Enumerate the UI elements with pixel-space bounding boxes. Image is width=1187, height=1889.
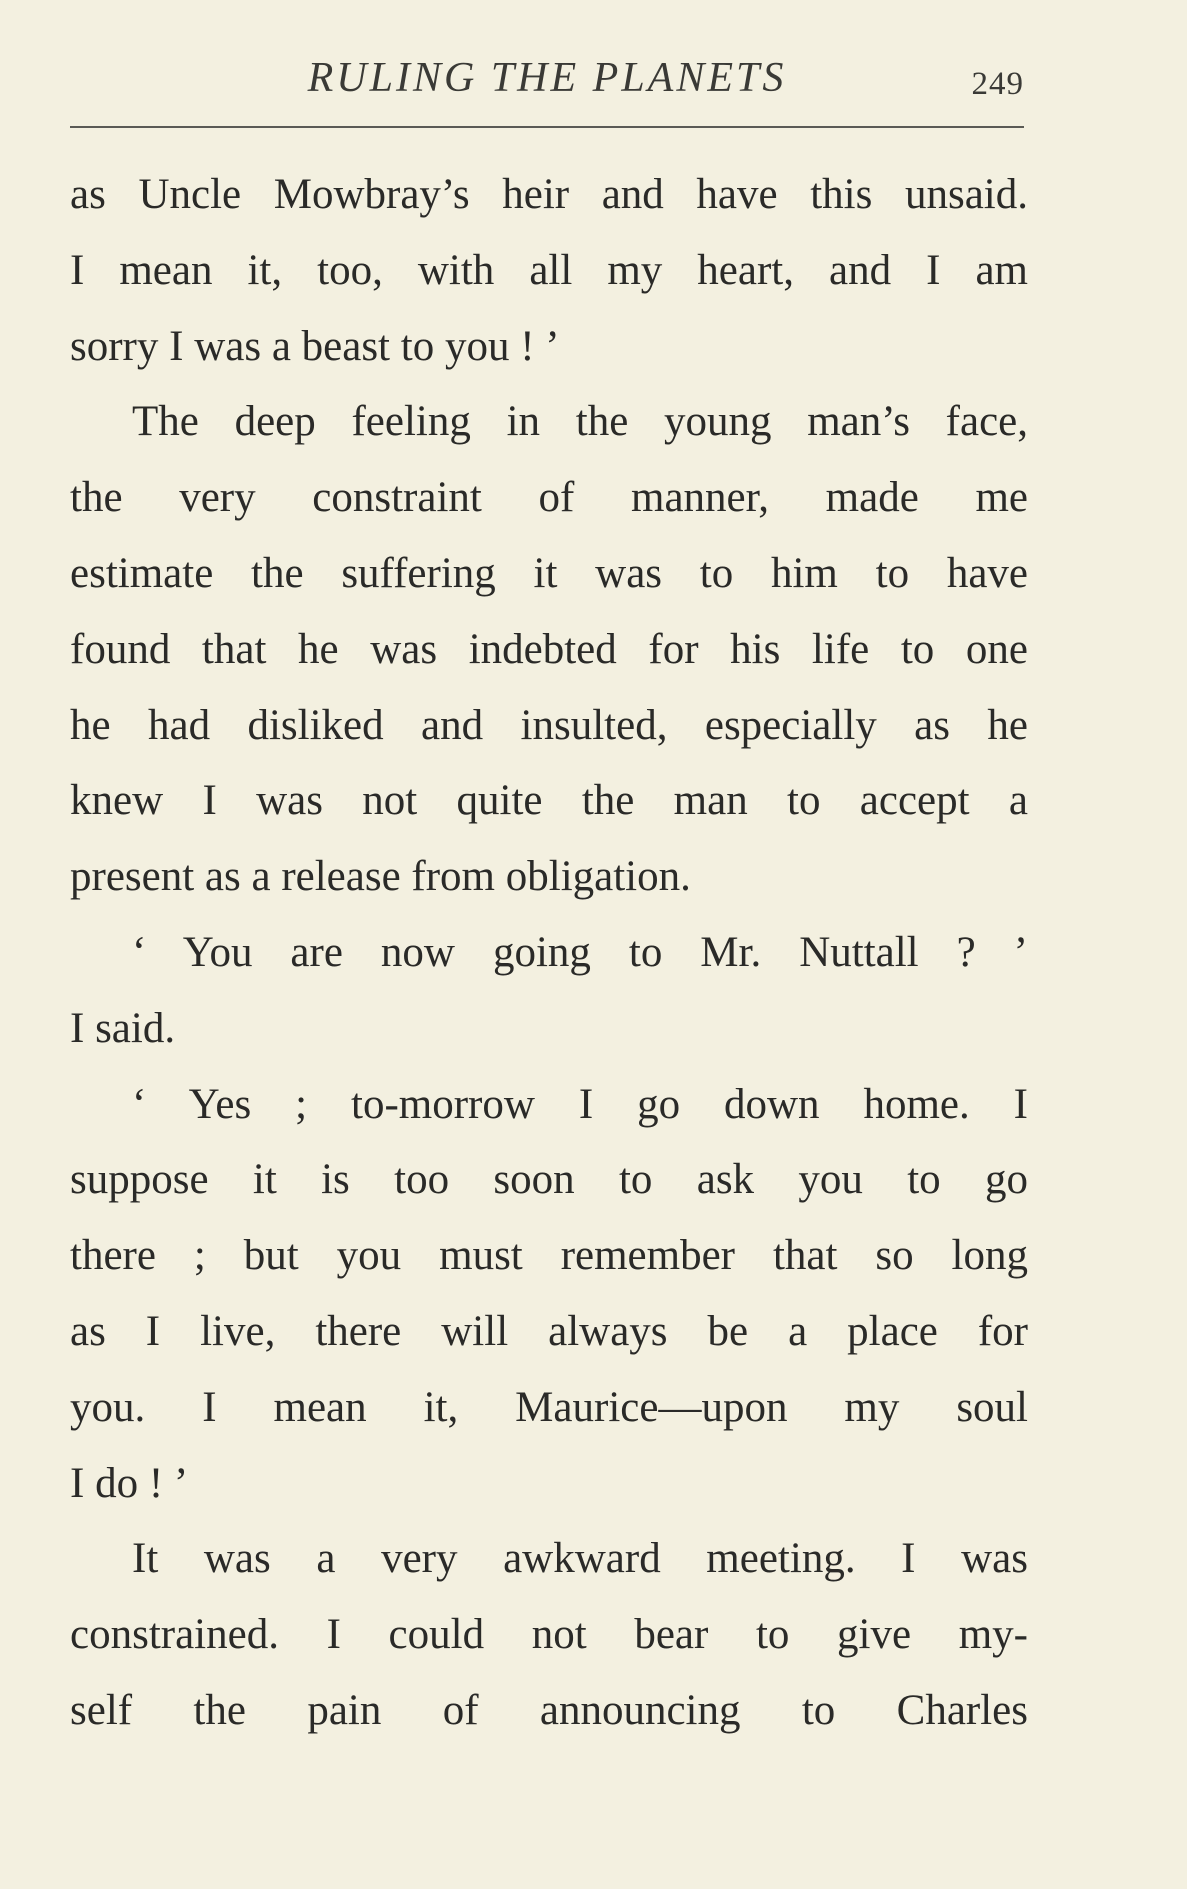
text-line: self the pain of announcing to Charles <box>70 1686 1028 1734</box>
text-line: It was a very awkward meeting. I was <box>132 1535 1028 1583</box>
running-head <box>70 48 1024 108</box>
text-line: as Uncle Mowbray’s heir and have this unsaid. <box>70 171 1028 218</box>
text-line: present as a release from obligation. <box>70 853 691 901</box>
text-line: I said. <box>70 1004 176 1052</box>
text-line: the very constraint of manner, made me <box>70 474 1028 522</box>
text-line: The deep feeling in the young man’s face, <box>132 398 1028 446</box>
header-rule <box>70 126 1024 128</box>
text-line: I do ! ’ <box>70 1459 189 1507</box>
text-line: I mean it, too, with all my heart, and I am <box>70 246 1028 294</box>
text-line: sorry I was a beast to you ! ’ <box>70 322 560 370</box>
text-line: there ; but you must remember that so long <box>70 1232 1028 1280</box>
running-head-title: RULING THE PLANETS <box>307 55 787 101</box>
text-line: constrained. I could not bear to give my- <box>70 1611 1028 1659</box>
text-line: estimate the suffering it was to him to have <box>70 549 1028 597</box>
text-line: found that he was indebted for his life to one <box>70 625 1028 673</box>
text-line: ‘ You are now going to Mr. Nuttall ? ’ <box>132 928 1028 976</box>
text-line: he had disliked and insulted, especially as he <box>70 701 1028 749</box>
text-line: knew I was not quite the man to accept a <box>70 777 1028 825</box>
page-number: 249 <box>971 66 1024 102</box>
text-line: ‘ Yes ; to-morrow I go down home. I <box>132 1080 1028 1128</box>
body-text <box>70 157 1028 1749</box>
text-line: suppose it is too soon to ask you to go <box>70 1156 1028 1204</box>
text-line: you. I mean it, Maurice—upon my soul <box>70 1383 1028 1431</box>
text-line: as I live, there will always be a place for <box>70 1307 1028 1355</box>
